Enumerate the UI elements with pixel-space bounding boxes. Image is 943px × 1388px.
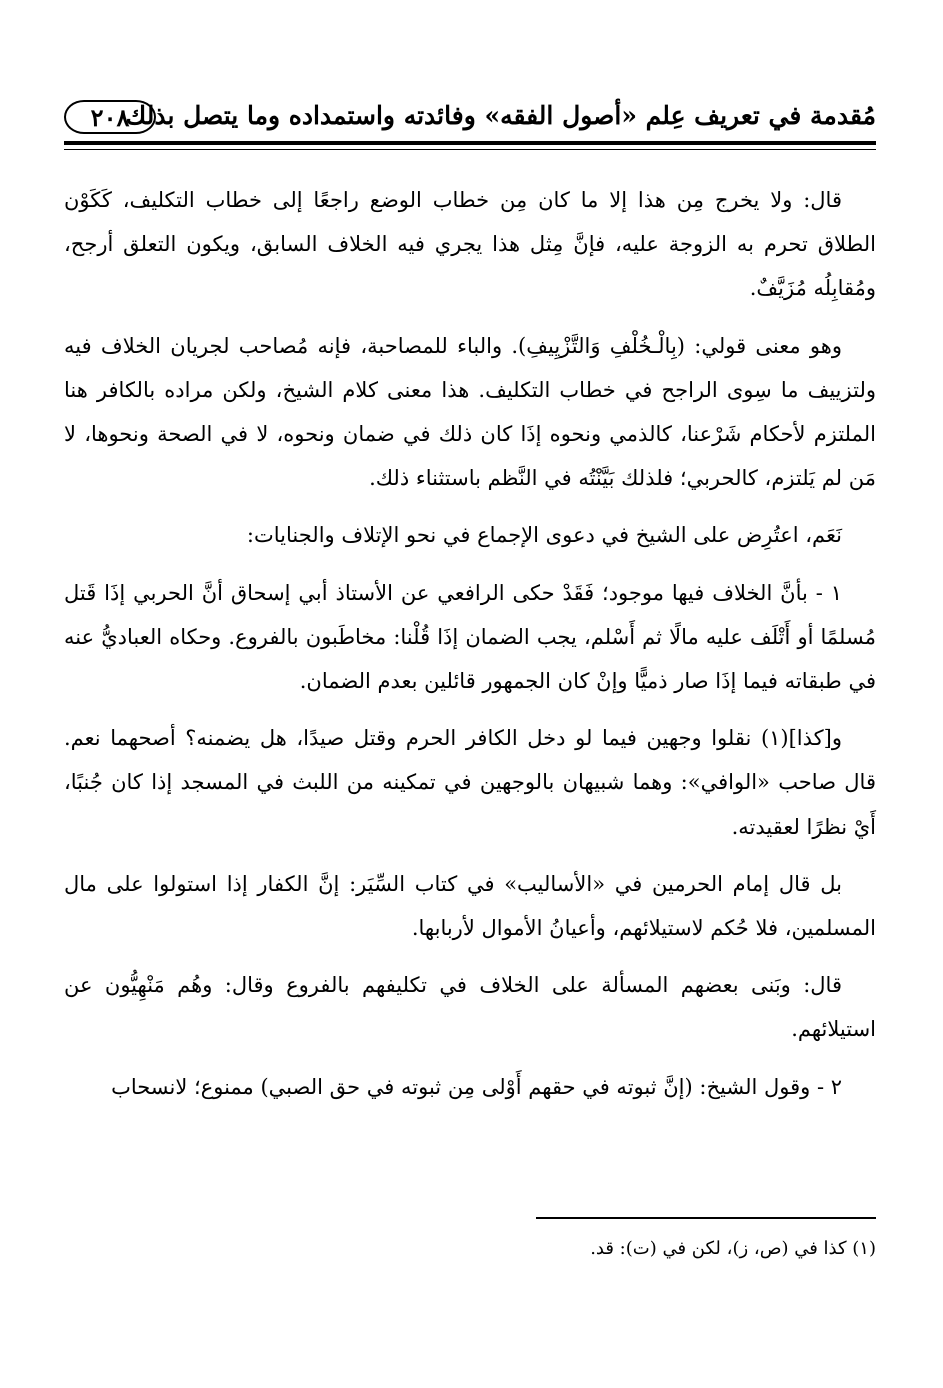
- body-text: [64, 178, 876, 1109]
- page-number: ٢٠٨: [64, 100, 156, 134]
- paragraph: قال: ولا يخرج مِن هذا إلا ما كان مِن خطاب الوضع راجعًا إلى خطاب التكليف، كَكَوْن الطلاق تحرم به الزوجة عليه، فإنَّ مِثل هذا يجري فيه الخلاف السابق، ويكون التعلق أرجح، ومُقابِلُه مُزَيَّفٌ.: [64, 188, 876, 301]
- running-title: مُقدمة في تعريف عِلم «أصول الفقه» وفائدته واستمداده وما يتصل بذلك: [125, 101, 876, 130]
- paragraph: نَعَم، اعتُرِض على الشيخ في دعوى الإجماع في نحو الإتلاف والجنايات:: [246, 523, 842, 548]
- paragraph: ٢ - وقول الشيخ: (إنَّ ثبوته في حقهم أَوْلى مِن ثبوته في حق الصبي) ممنوع؛ لانسحاب: [111, 1074, 842, 1099]
- paragraph: بل قال إمام الحرمين في «الأساليب» في كتاب السِّيَر: إنَّ الكفار إذا استولوا على مال المسلمين، فلا حُكم لاستيلائهم، وأعيانُ الأموال لأربابها.: [64, 871, 876, 941]
- footnote-rule: [536, 1217, 876, 1219]
- page-header: [64, 96, 876, 140]
- header-rule-thick: [64, 141, 876, 145]
- header-rule-thin: [64, 149, 876, 150]
- paragraph: و[كذا](١) نقلوا وجهين فيما لو دخل الكافر الحرم وقتل صيدًا، هل يضمنه؟ أصحهما نعم. قال صاحب «الوافي»: وهما شبيهان بالوجهين في تمكينه من اللبث في المسجد إذا كان جُنبًا، أَيْ نظرًا لعقيدته.: [64, 726, 876, 839]
- paragraph: قال: وبَنى بعضهم المسألة على الخلاف في تكليفهم بالفروع وقال: وهُم مَنْهِيُّون عن استيلائهم.: [64, 973, 876, 1042]
- footnote: (١) كذا في (ص، ز)، لكن في (ت): قد.: [590, 1238, 876, 1259]
- paragraph: وهو معنى قولي: (بِالْـخُلْفِ وَالتَّزْيِيفِ). والباء للمصاحبة، فإنه مُصاحب لجريان الخلاف فيه ولتزييف ما سِوى الراجح في خطاب التكليف. هذا معنى كلام الشيخ، ولكن مراده بالكافر هنا الملتزم لأحكام شَرْعنا، كالذمي ونحوه إذَا كان ذلك في ضمان ونحوه، لا في الصحة ونحوها، لا مَن لم يَلتزم، كالحربي؛ فلذلك بَيَّنْتُه في النَّظم باستثناء ذلك.: [64, 333, 876, 491]
- paragraph: ١ - بأنَّ الخلاف فيها موجود؛ فَقَدْ حكى الرافعي عن الأستاذ أبي إسحاق أنَّ الحربي إذَا قَتل مُسلمًا أو أَتْلَف عليه مالًا ثم أَسْلم، يجب الضمان إذَا قُلْنا: مخاطَبون بالفروع. وحكاه العباديُّ عنه في طبقاته فيما إذَا صار ذميًّا وإنْ كان الجمهور قائلين بعدم الضمان.: [64, 580, 876, 694]
